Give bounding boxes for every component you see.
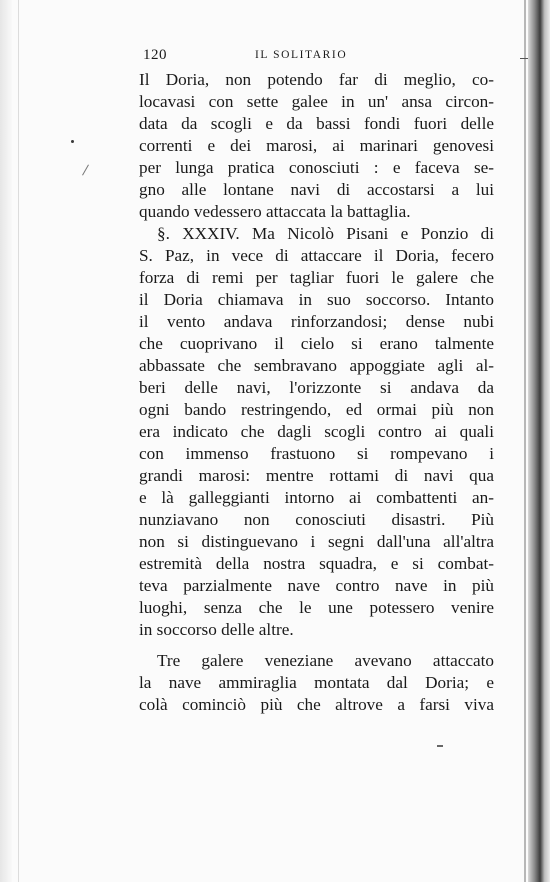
text-line: teva parzialmente nave contro nave in più: [139, 576, 494, 595]
text-line: e là galleggianti intorno ai combattenti an-: [139, 488, 494, 507]
text-line: che cuoprivano il cielo si erano talmente: [139, 334, 494, 353]
text-line: il Doria chiamava in suo soccorso. Intanto: [139, 290, 494, 309]
text-line: correnti e dei marosi, ai marinari genovesi: [139, 136, 494, 155]
pencil-tick-mark: [82, 165, 89, 176]
text-line: forza di remi per tagliar fuori le galere che: [139, 268, 494, 287]
text-line: grandi marosi: mentre rottami di navi qua: [139, 466, 494, 485]
text-line: il vento andava rinforzandosi; dense nubi: [139, 312, 494, 331]
page-left-fold-line: [18, 0, 19, 882]
page-right-shadow-line: [524, 0, 526, 882]
text-line: colà cominciò più che altrove a farsi viva: [139, 695, 494, 714]
text-line: nunziavano non conosciuti disastri. Più: [139, 510, 494, 529]
text-line: era indicato che dagli scogli contro ai quali: [139, 422, 494, 441]
text-line: locavasi con sette galee in un' ansa circon-: [139, 92, 494, 111]
page-right-binding-edge: [528, 0, 550, 882]
text-line: quando vedessero attaccata la battaglia.: [139, 202, 411, 221]
text-line: S. Paz, in vece di attaccare il Doria, fecero: [139, 246, 494, 265]
text-line: in soccorso delle altre.: [139, 620, 294, 639]
text-line: non si distinguevano i segni dall'una all'altra: [139, 532, 494, 551]
text-line: la nave ammiraglia montata dal Doria; e: [139, 673, 494, 692]
ink-dash-mark: [437, 745, 443, 747]
text-line: per lunga pratica conosciuti : e faceva se-: [139, 158, 494, 177]
section-heading-line: §. XXXIV. Ma Nicolò Pisani e Ponzio di: [157, 224, 494, 243]
page-left-gutter: [0, 0, 12, 882]
body-text: [139, 69, 494, 716]
corner-ink-mark: [520, 58, 528, 59]
paragraph-gap: [139, 641, 494, 650]
text-line: data da scogli e da bassi fondi fuori delle: [139, 114, 494, 133]
text-line: estremità della nostra squadra, e si combat-: [139, 554, 494, 573]
page-number: 120: [143, 47, 167, 63]
ink-speck: [71, 140, 74, 143]
running-head-title: IL SOLITARIO: [255, 49, 348, 61]
text-line: luoghi, senza che le une potessero venire: [139, 598, 494, 617]
text-line: beri delle navi, l'orizzonte si andava da: [139, 378, 494, 397]
text-line: gno alle lontane navi di accostarsi a lui: [139, 180, 494, 199]
text-line: Tre galere veneziane avevano attaccato: [157, 651, 494, 670]
text-line: ogni bando restringendo, ed ormai più non: [139, 400, 494, 419]
text-line: abbassate che sembravano appoggiate agli al-: [139, 356, 494, 375]
text-line: Il Doria, non potendo far di meglio, co-: [139, 70, 494, 89]
page-header: [143, 47, 468, 69]
text-line: con immenso frastuono si rompevano i: [139, 444, 494, 463]
